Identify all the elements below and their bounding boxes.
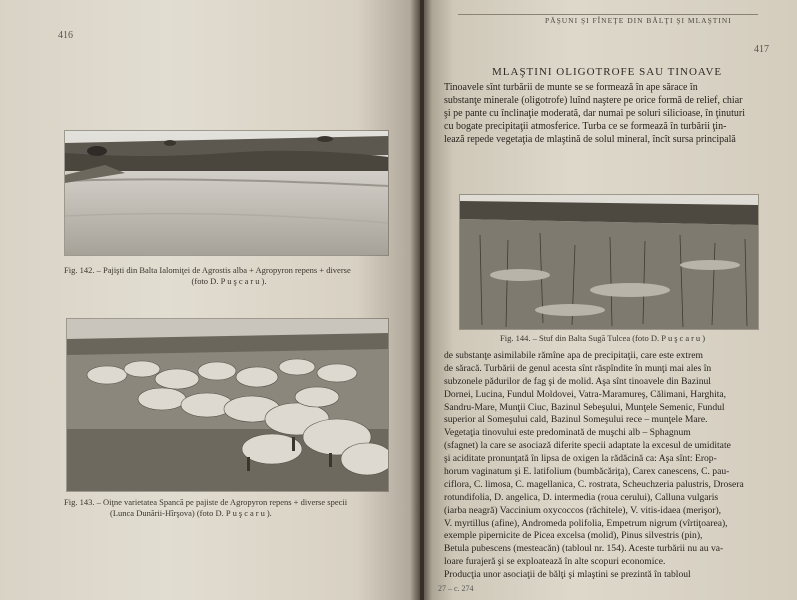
intro-line: substanţe minerale (oligotrofe) luînd naştere pe orice formă de relief, chiar	[444, 94, 743, 106]
intro-line: şi pe pante cu înclinaţie moderată, dar numai pe soluri silicioase, în ţinuturi	[444, 107, 746, 119]
fig143-caption-author: Puşcaru	[225, 508, 267, 518]
body-line: ciflora, C. limosa, C. magellanica, C. rostrata, Scheuchzeria palustris, Drosera	[444, 478, 744, 490]
fig142-photo	[65, 131, 388, 255]
fig142-caption-text: (foto D.	[191, 276, 221, 286]
header-rule	[458, 14, 758, 15]
fig143-caption-end: ).	[266, 508, 272, 518]
intro-line: Tinoavele sînt turbării de munte se se formează în ape sărace în	[444, 82, 698, 93]
body-line: Producţia unor asociaţii de bălţi şi mlaştini se prezintă în tabloul	[444, 569, 691, 581]
body-line: (sfagnet) la care se asociază diferite specii adaptate la excesul de umiditate	[444, 440, 731, 452]
body-line: Betula pubescens (mesteacăn) (tabloul nr. 154). Aceste turbării nu au va-	[444, 543, 724, 555]
body-line: V. myrtillus (afine), Andromeda polifolia, Empetrum nigrum (vîrtiţoarea),	[444, 517, 728, 529]
body-line: Dornei, Lucina, Fundul Moldovei, Vatra-Maramureş, Călimani, Harghita,	[444, 388, 727, 400]
book-gutter	[410, 0, 432, 600]
body-line: de substanţe asimilabile rămîne apa de precipitaţii, care este extrem	[444, 350, 703, 361]
page-footer: 27 – c. 274	[438, 584, 474, 593]
fig144-caption-author: Puşcaru	[661, 333, 703, 343]
fig142-caption-line1: Fig. 142. – Pajişti din Balta Ialomiţei de Agrostis alba + Agropyron repens + diverse	[64, 265, 351, 275]
fig142-caption	[64, 265, 394, 287]
body-paragraph	[444, 350, 744, 582]
fig144-caption-end: )	[702, 333, 706, 343]
fig144-photo	[460, 195, 758, 329]
fig143-caption	[64, 497, 394, 519]
intro-paragraph	[444, 82, 745, 146]
body-line: horum vaginatum şi E. latifolium (bumbăcăriţa), Carex canescens, C. pau-	[444, 466, 730, 478]
fig143-photo	[67, 319, 388, 491]
body-line: şi aciditate pronunţată în lipsa de oxigen la rădăcină ca: Aşa sînt: Erop-	[444, 453, 717, 465]
body-line: superior al Someşului cald, Bazinul Someşului rece – munţele Mare.	[444, 414, 708, 426]
body-line: Sandru-Mare, Munţii Ciuc, Bazinul Sebeşului, Munţele Semenic, Fundul	[444, 401, 725, 413]
right-page-number: 417	[754, 44, 769, 55]
left-page-number: 416	[58, 30, 73, 41]
body-line: subzonele pădurilor de fag şi de molid. Aşa sînt tinoavele din Bazinul	[444, 375, 711, 387]
body-line: rotundifolia, D. angelica, D. intermedia (roua cerului), Calluna vulgaris	[444, 491, 719, 503]
fig144-caption	[500, 333, 705, 344]
fig142-caption-line2	[64, 276, 394, 287]
body-line: de săracă. Turbării de genul acesta sînt răspîndite în munţi mai ales în	[444, 362, 712, 374]
fig144-caption-text: Fig. 144. – Stuf din Balta Sugă Tulcea (foto D.	[500, 333, 662, 343]
fig142-caption-end: ).	[261, 276, 267, 286]
intro-line: cu bogate precipitaţii atmosferice. Turba ce se formează în turbării ţin-	[444, 120, 727, 132]
body-line: loare furajeră şi se exploatează în alte scopuri economice.	[444, 556, 666, 568]
fig143-caption-line2	[64, 508, 394, 519]
fig143-caption-text: (Lunca Dunării-Hîrşova) (foto D.	[110, 508, 226, 518]
body-line: Vegetaţia tinovului este predominată de muşchi alb – Sphagnum	[444, 427, 691, 439]
intro-line: lează repede vegetaţia de mlaştină de solul mineral, încît sursa principală	[444, 133, 736, 145]
body-line: (iarba neagră) Vaccinium oxycoccos (răchitele), V. vitis-idaea (merişor),	[444, 504, 722, 516]
section-title: MLAŞTINI OLIGOTROFE SAU TINOAVE	[492, 66, 723, 78]
fig142-caption-author: Puşcaru	[220, 276, 262, 286]
running-head: PĂŞUNI ŞI FÎNEŢE DIN BĂLŢI ŞI MLAŞTINI	[545, 16, 732, 25]
body-line: exemple pipernicite de Picea excelsa (molid), Pinus silvestris (pin),	[444, 530, 703, 542]
fig143-caption-line1: Fig. 143. – Oiţne varietatea Spancă pe pajiste de Agropyron repens + diverse specii	[64, 497, 348, 507]
